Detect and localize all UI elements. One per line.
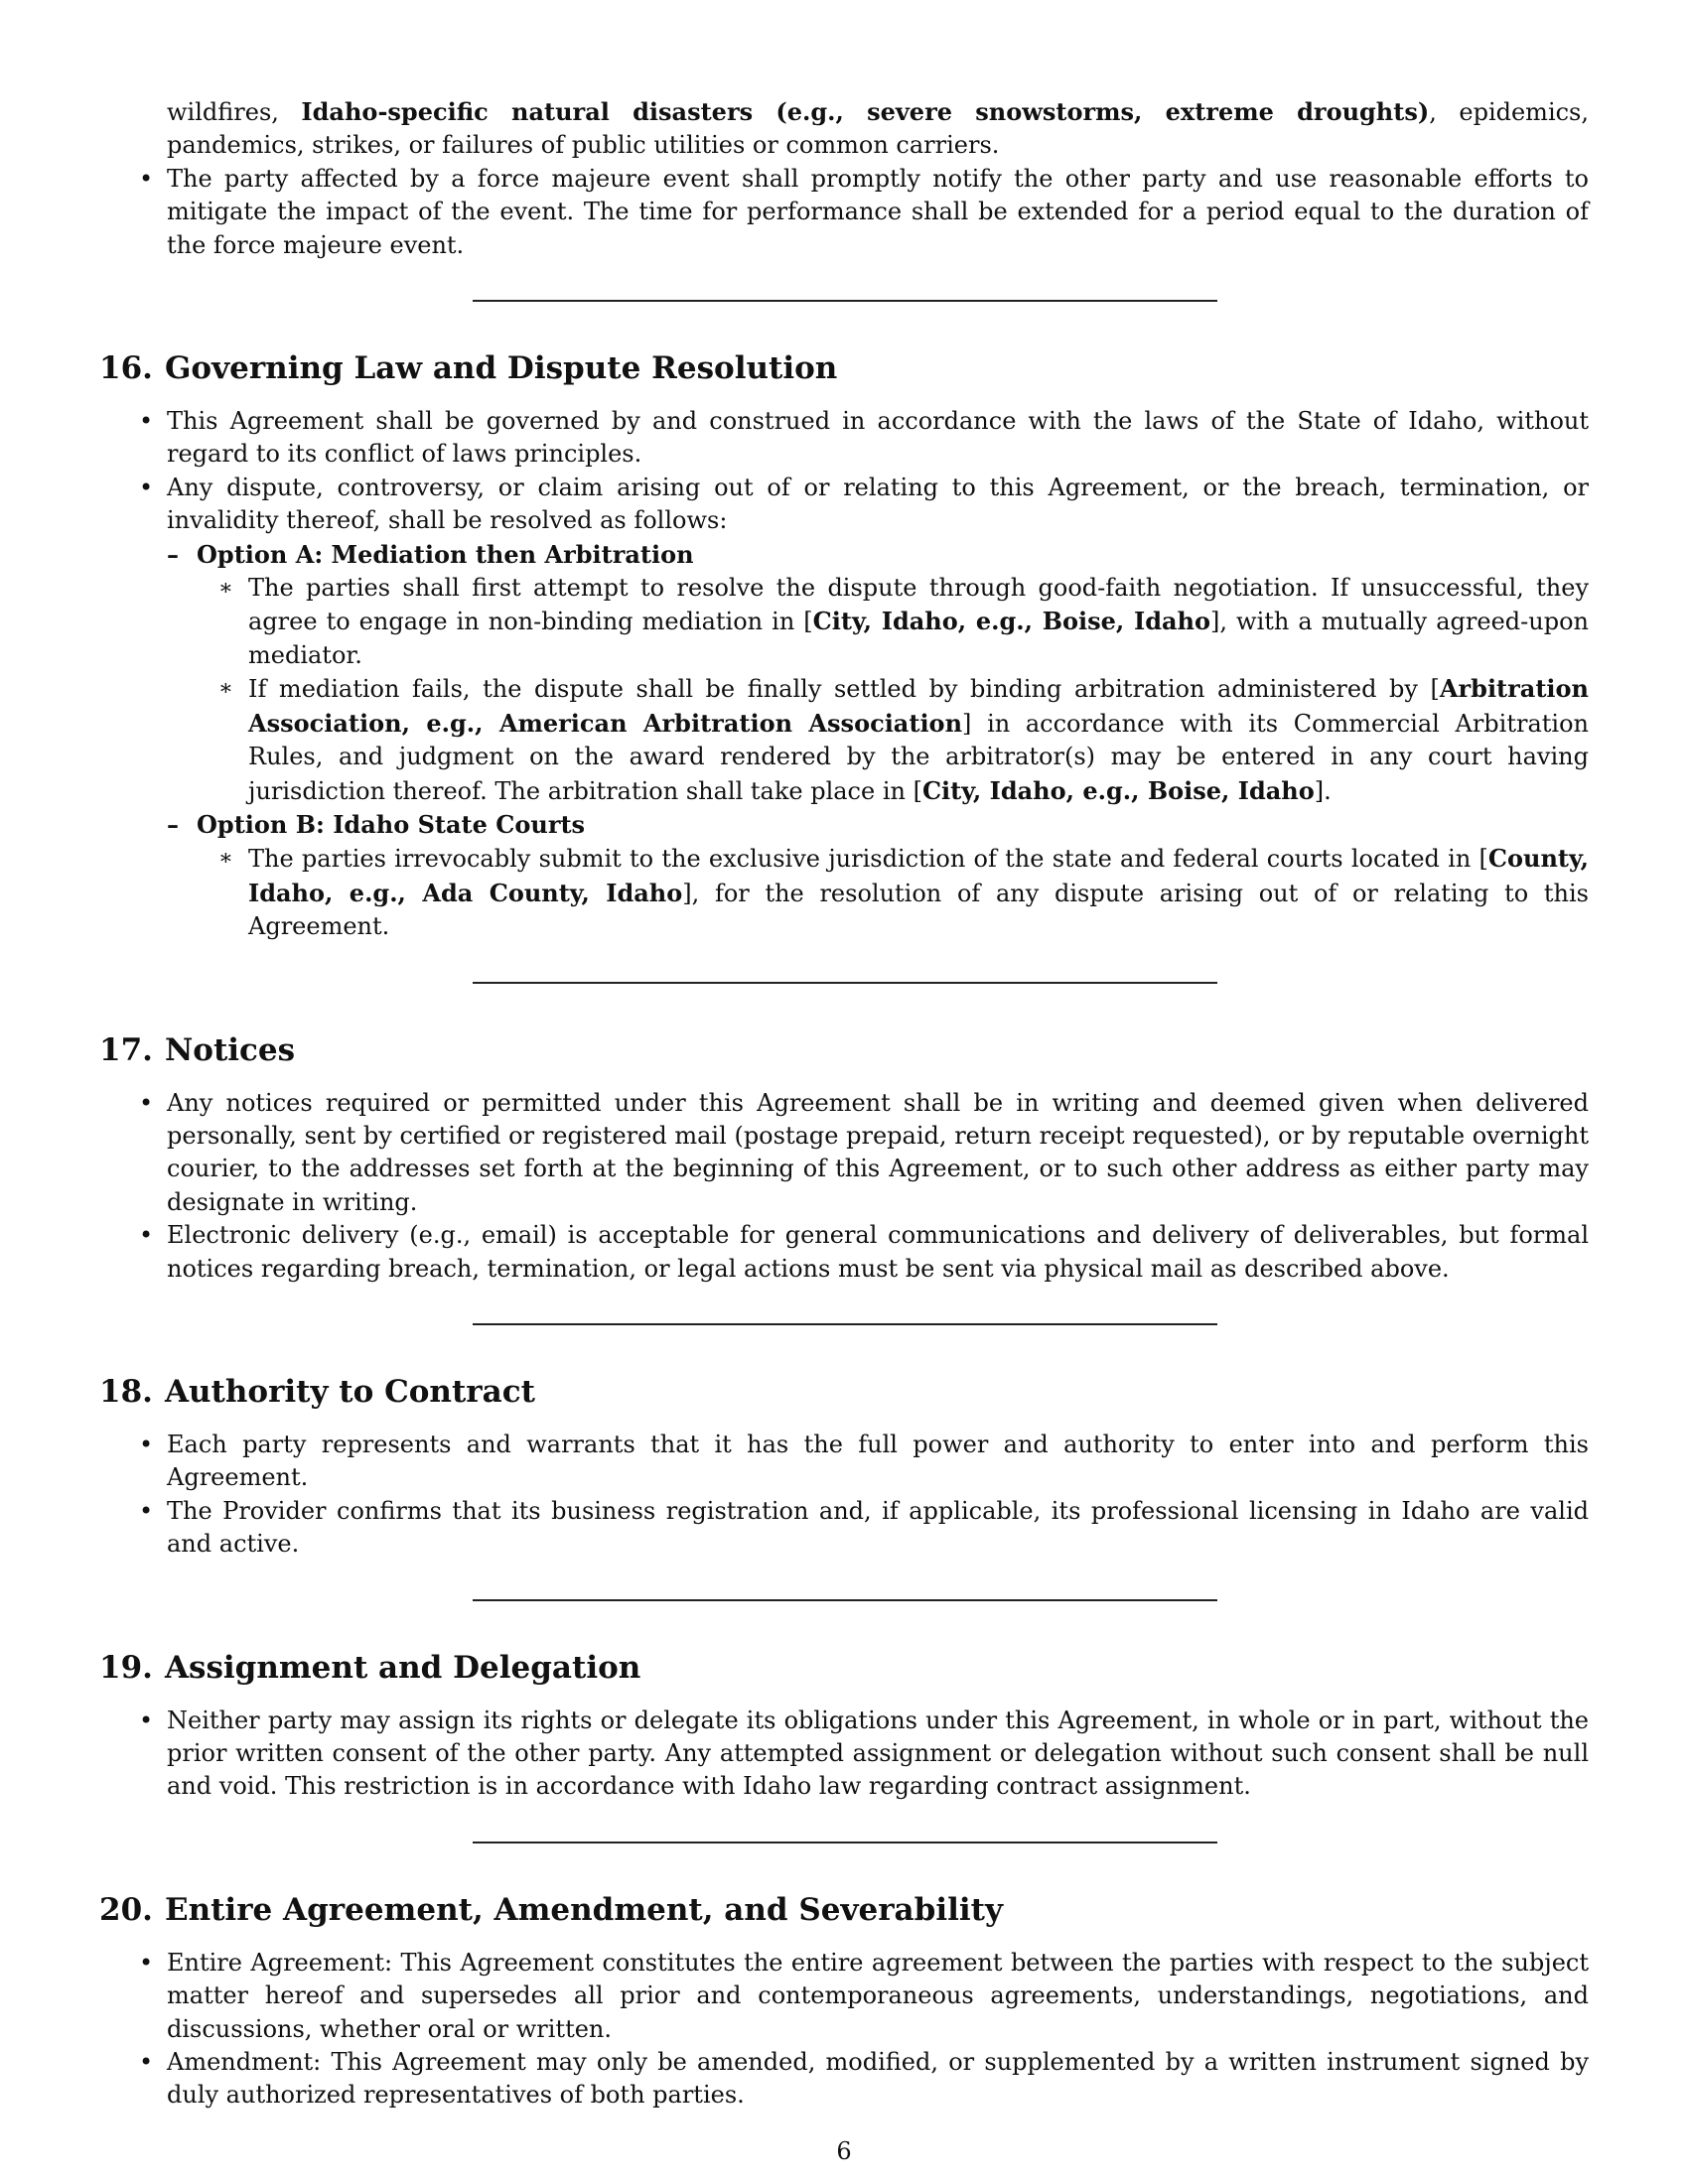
section-20-heading: 20. Entire Agreement, Amendment, and Severability (99, 1891, 1003, 1928)
option-a-mediation-item: ∗ The parties shall first attempt to resolve the dispute through good-faith negotiation. If unsuccessful, they agree to engage in non-binding mediation in [City, Idaho, e.g., Boise, Idaho], with a mutually agreed-upon mediator. (197, 572, 1589, 672)
notices-writing-item: • Any notices required or permitted under this Agreement shall be in writing and deemed given when delivered personally, sent by certified or registered mail (postage prepaid, return receipt requested), or by reputable overnight courier, to the addresses set forth at the beginning of this Agreement, or to such other address as either party may designate in writing. (99, 1087, 1589, 1220)
section-15-continued-list (99, 95, 1589, 262)
provider-registration-item: • The Provider confirms that its business registration and, if applicable, its professional licensing in Idaho are valid and active. (99, 1495, 1589, 1562)
section-16-list (99, 405, 1589, 944)
assignment-item: • Neither party may assign its rights or delegate its obligations under this Agreement, in whole or in part, without the prior written consent of the other party. Any attempted assignment or delegation without such consent shall be null and void. This restriction is in accordance with Idaho law regarding contract assignment. (99, 1705, 1589, 1804)
idaho-disasters-bold: Idaho-specific natural disasters (e.g., severe snowstorms, extreme droughts) (301, 97, 1430, 126)
page-number: 6 (836, 2137, 852, 2165)
entire-agreement-item: • Entire Agreement: This Agreement constitutes the entire agreement between the parties with respect to the subject matter hereof and supersedes all prior and contemporaneous agreements, understandings, negotiations, and discussions, whether oral or written. (99, 1947, 1589, 2046)
dispute-resolution-item: • Any dispute, controversy, or claim arising out of or relating to this Agreement, or the breach, termination, or invalidity thereof, shall be resolved as follows: – Option A: Mediation then Arbitration ∗ The parties shall first attempt to resolve the dispute through good-faith negotiation. If unsuccessful, they agree to engage in non-binding mediation in [City, Idaho, e.g., Boise, Idaho], with a mutually agreed-upon mediator. ∗ If mediation fails, the dispute shall be finally settled by binding arbitration administered by [Arbitration Association, e.g., American Arbitration Association] in accordance with its Commercial Arbitration Rules, and judgment on the award rendered by the arbitrator(s) may be entered in any court having jurisdiction thereof. The arbitration shall take place in [City, Idaho, e.g., Boise, Idaho]. – Option B: Idaho State Courts ∗ The parties irrevocably submit to the exclusive jurisdiction of the state and federal courts located in [County, Idaho, e.g., Ada County, Idaho], for the resolution of any dispute arising out of or relating to this Agreement. (99, 472, 1589, 944)
option-b-item (167, 808, 1589, 944)
governing-law-item: • This Agreement shall be governed by and construed in accordance with the laws of the State of Idaho, without regard to its conflict of laws principles. (99, 405, 1589, 472)
section-divider (473, 1323, 1217, 1325)
section-17-list (99, 1087, 1589, 1286)
section-divider (473, 1842, 1217, 1843)
document-page (99, 95, 1589, 2113)
option-a-label: Option A: Mediation then Arbitration (197, 539, 694, 569)
section-18-list (99, 1429, 1589, 1562)
option-a-item (167, 538, 1589, 808)
electronic-delivery-item: • Electronic delivery (e.g., email) is acceptable for general communications and delivery of deliverables, but formal notices regarding breach, termination, or legal actions must be sent via physical mail as described above. (99, 1219, 1589, 1286)
option-a-arbitration-item: ∗ If mediation fails, the dispute shall be finally settled by binding arbitration administered by [Arbitration Association, e.g., American Arbitration Association] in accordance with its Commercial Arbitration Rules, and judgment on the award rendered by the arbitrator(s) may be entered in any court having jurisdiction thereof. The arbitration shall take place in [City, Idaho, e.g., Boise, Idaho]. (197, 672, 1589, 808)
force-majeure-notify-item: • The party affected by a force majeure event shall promptly notify the other party and use reasonable efforts to mitigate the impact of the event. The time for performance shall be extended for a period equal to the duration of the force majeure event. (99, 163, 1589, 262)
section-17-heading: 17. Notices (99, 1031, 296, 1068)
section-19-list (99, 1705, 1589, 1804)
authority-item: • Each party represents and warrants that it has the full power and authority to enter into and perform this Agreement. (99, 1429, 1589, 1495)
section-20-list (99, 1947, 1589, 2113)
section-18-heading: 18. Authority to Contract (99, 1373, 535, 1410)
section-divider (473, 982, 1217, 984)
section-19-heading: 19. Assignment and Delegation (99, 1649, 641, 1686)
amendment-item: • Amendment: This Agreement may only be amended, modified, or supplemented by a written instrument signed by duly authorized representatives of both parties. (99, 2046, 1589, 2113)
option-b-sublist (197, 842, 1589, 943)
section-divider (473, 1599, 1217, 1601)
dispute-options-list (167, 538, 1589, 944)
option-b-label: Option B: Idaho State Courts (197, 809, 586, 839)
option-a-sublist (197, 572, 1589, 808)
section-divider (473, 300, 1217, 302)
force-majeure-continued-text: wildfires, Idaho-specific natural disasters (e.g., severe snowstorms, extreme droughts), epidemics, pandemics, strikes, or failures of public utilities or common carriers. (167, 97, 1590, 160)
section-16-heading: 16. Governing Law and Dispute Resolution (99, 350, 838, 387)
option-b-courts-item: ∗ The parties irrevocably submit to the exclusive jurisdiction of the state and federal courts located in [County, Idaho, e.g., Ada County, Idaho], for the resolution of any dispute arising out of or relating to this Agreement. (197, 842, 1589, 943)
